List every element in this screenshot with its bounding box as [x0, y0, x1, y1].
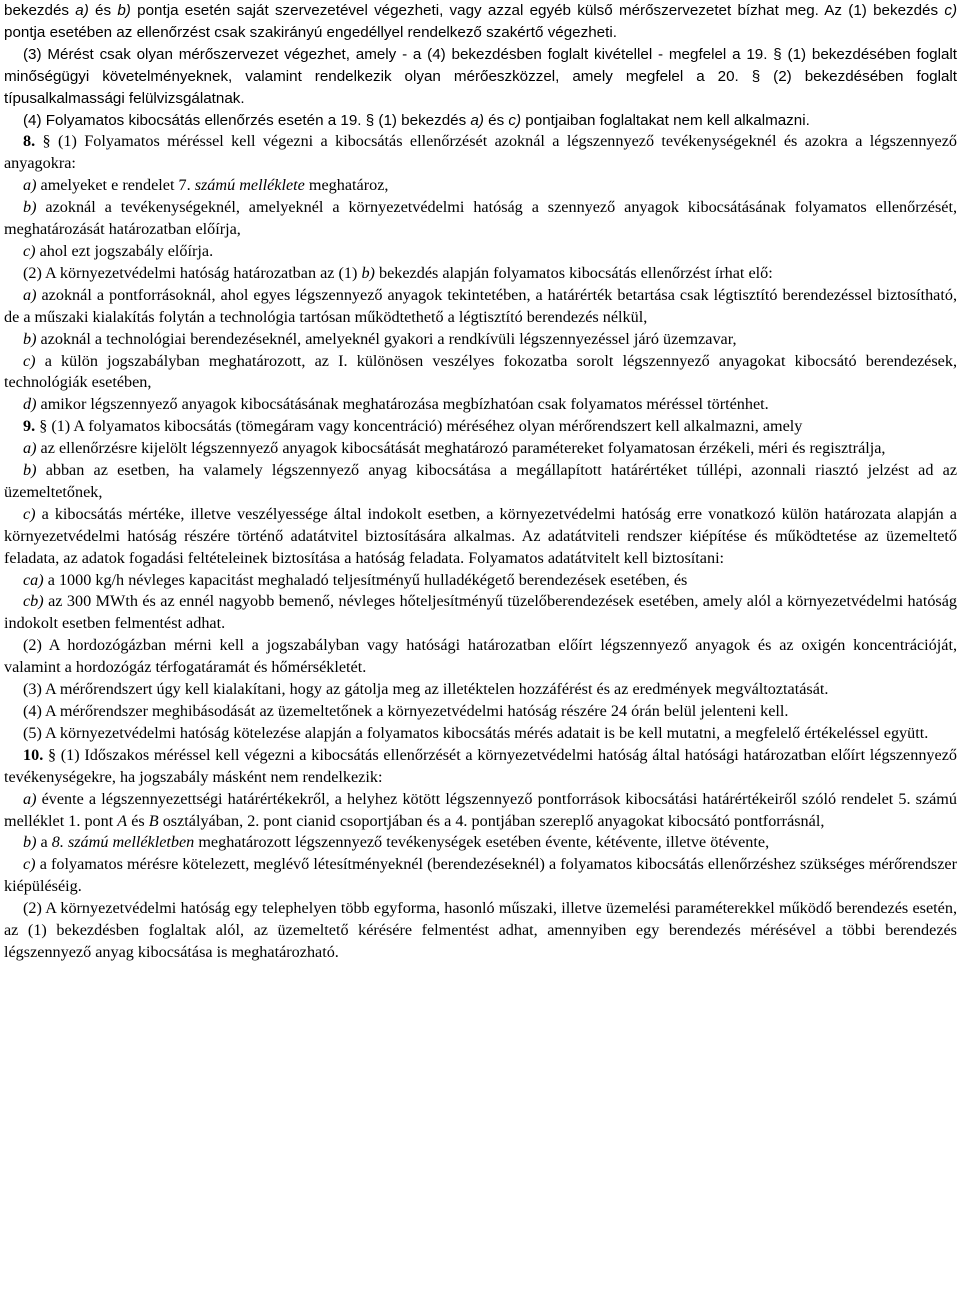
document-paragraph: [4, 789, 957, 833]
document-paragraph: [4, 679, 957, 701]
document-paragraph: [4, 635, 957, 679]
text-run: (2) A hordozógázban mérni kell a jogszabályban vagy hatósági határozatban előírt légszennyező anyagok és az oxigén koncentrációját, valamint a hordozógáz térfogatáramát és hőmérsékletét.: [4, 636, 957, 677]
section-number: 8.: [23, 132, 36, 151]
text-run: pontjaiban foglaltakat nem kell alkalmazni.: [521, 111, 810, 129]
document-paragraph: [4, 591, 957, 635]
italic-text: 8. számú mellékletben: [51, 833, 195, 852]
italic-text: a): [470, 111, 484, 129]
document-paragraph: [4, 44, 957, 110]
italic-text: b): [361, 263, 375, 282]
text-run: azoknál a pontforrásoknál, ahol egyes légszennyező anyagok tekintetében, a határérték betartása csak légtisztító berendezéssel biztosítható, de a műszaki kialakítás folytán a technológia tartósan működtethető a légtisztító berendezés nélkül,: [4, 285, 957, 326]
italic-text: d): [23, 395, 37, 414]
italic-text: b): [23, 329, 37, 348]
italic-text: A: [117, 811, 128, 830]
text-run: amikor légszennyező anyagok kibocsátásának meghatározása megbízhatóan csak folyamatos méréssel történhet.: [36, 395, 769, 414]
italic-text: c): [944, 2, 958, 19]
document-paragraph: [4, 438, 957, 460]
italic-text: b): [23, 461, 37, 480]
document-paragraph: [4, 175, 957, 197]
text-run: meghatároz,: [304, 176, 389, 195]
document-paragraph: [4, 416, 957, 438]
text-run: (5) A környezetvédelmi hatóság kötelezése alapján a folyamatos kibocsátás mérés adatait is be kell mutatni, a megfelelő értékeléssel együtt.: [23, 723, 929, 742]
text-run: pontja esetén saját szervezetével végezheti, vagy azzal egyéb külső mérőszervezetet bízhat meg. Az (1) bekezdés: [130, 2, 945, 19]
section-number: 10.: [23, 745, 44, 764]
document-paragraph: [4, 504, 957, 570]
document-paragraph: [4, 745, 957, 789]
italic-text: c): [23, 241, 36, 260]
text-run: és: [127, 811, 149, 830]
italic-text: a): [23, 176, 37, 195]
text-run: amelyeket e rendelet 7.: [36, 176, 195, 195]
text-run: (4) A mérőrendszer meghibásodását az üzemeltetőnek a környezetvédelmi hatóság részére 24 órán belül jelenteni kell.: [23, 702, 789, 720]
italic-text: b): [23, 833, 37, 852]
text-run: (2) A környezetvédelmi hatóság határozatban az (1): [23, 263, 362, 282]
document-paragraph: [4, 701, 957, 723]
italic-text: b): [117, 2, 131, 19]
italic-text: cb): [23, 592, 44, 611]
italic-text: c): [23, 855, 36, 874]
text-run: és: [88, 2, 118, 19]
text-run: az 300 MWth és az ennél nagyobb bemenő, névleges hőteljesítményű tüzelőberendezések esetében, amely alól a környezetvédelmi hatóság indokolt esetben felmentést adhat.: [4, 592, 957, 633]
italic-text: a): [23, 285, 37, 304]
document-paragraph: [4, 329, 957, 351]
text-run: § (1) Időszakos méréssel kell végezni a kibocsátás ellenőrzését a környezetvédelmi hatóság által hatósági határozatban előírt légszennyező tevékenységekre, ha jogszabály másként nem rendelkezik:: [4, 745, 957, 786]
document-paragraph: [4, 351, 957, 395]
text-run: § (1) Folyamatos méréssel kell végezni a kibocsátás ellenőrzését azoknál a légszennyező tevékenységeknél és azokra a légszennyező anyagokra:: [4, 132, 957, 173]
text-run: pontja esetében az ellenőrzést csak szakirányú engedéllyel rendelkező szakértő végezheti.: [4, 23, 617, 41]
text-run: abban az esetben, ha valamely légszennyező anyag kibocsátása a megállapított határértéket túllépi, azonnali riasztó jelzést ad az üzemeltetőnek,: [4, 461, 957, 501]
document-paragraph: [4, 570, 957, 592]
document-paragraph: [4, 0, 957, 44]
text-run: § (1) A folyamatos kibocsátás (tömegáram vagy koncentráció) méréséhez olyan mérőrendszert kell alkalmazni, amely: [35, 417, 803, 436]
text-run: ahol ezt jogszabály előírja.: [35, 241, 214, 260]
text-run: (3) Mérést csak olyan mérőszervezet végezhet, amely - a (4) bekezdésben foglalt kivétellel - megfelel a 19. § (1) bekezdésében foglalt minőségügyi követelményeknek, valamint rendelkezik olyan mérőeszközzel, amely megfelel a 20. § (2) bekezdésében foglalt típusalkalmassági felülvizsgálatnak.: [4, 45, 957, 107]
italic-text: ca): [23, 570, 44, 589]
document-paragraph: [4, 263, 957, 285]
text-run: (2) A környezetvédelmi hatóság egy telephelyen több egyforma, hasonló műszaki, illetve üzemelési paraméterekkel működő berendezés esetén, az (1) bekezdésben foglaltak alól, az üzemeltető kérésére felmentést adhat, amennyiben egy berendezés mérésével a többi berendezés légszennyező anyag kibocsátása is meghatározható.: [4, 899, 957, 961]
document-paragraph: [4, 394, 957, 416]
document-paragraph: [4, 898, 957, 964]
text-run: azoknál a tevékenységeknél, amelyeknél a környezetvédelmi hatóság a szennyező anyagok kibocsátásának folyamatos ellenőrzését, meghatározását határozatban előírja,: [4, 198, 957, 239]
document-paragraph: [4, 832, 957, 854]
italic-text: c): [23, 351, 36, 370]
italic-text: c): [23, 504, 36, 523]
text-run: az ellenőrzésre kijelölt légszennyező anyagok kibocsátását meghatározó paramétereket folyamatosan érzékeli, méri és regisztrálja,: [36, 439, 886, 458]
italic-text: b): [23, 198, 37, 217]
text-run: azoknál a technológiai berendezéseknél, amelyeknél gyakori a rendkívüli légszennyezéssel járó üzemzavar,: [36, 329, 737, 348]
text-run: évente a légszennyezettségi határértékekről, a helyhez kötött légszennyező pontforrások kibocsátási határértékeiről szóló rendelet 5. számú melléklet 1. pont: [4, 789, 957, 830]
text-run: a külön jogszabályban meghatározott, az I. különösen veszélyes fokozatba sorolt légszennyező anyagokat kibocsátó berendezések, technológiák esetében,: [4, 351, 957, 392]
text-run: (4) Folyamatos kibocsátás ellenőrzés esetén a 19. § (1) bekezdés: [23, 111, 471, 129]
document-paragraph: [4, 854, 957, 898]
section-number: 9.: [23, 417, 36, 436]
text-run: a: [36, 833, 52, 852]
text-run: bekezdés: [4, 2, 76, 19]
document-paragraph: [4, 110, 957, 132]
document-paragraph: [4, 285, 957, 329]
text-run: a folyamatos mérésre kötelezett, meglévő létesítményeknél (berendezéseknél) a folyamatos kibocsátás ellenőrzéshez szükséges mérőrendszer kiépüléséig.: [4, 855, 957, 896]
italic-text: a): [75, 2, 89, 19]
text-run: (3) A mérőrendszert úgy kell kialakítani, hogy az gátolja meg az illetéktelen hozzáférést és az eredmények megváltoztatását.: [23, 680, 829, 699]
document-paragraph: [4, 197, 957, 241]
text-run: a kibocsátás mértéke, illetve veszélyessége által indokolt esetben, a környezetvédelmi hatóság erre vonatkozó külön határozata alapján a környezetvédelmi hatóság részére történő adatátvitel biztosítására alkalmas. Az adatátviteli rendszer kiépítése és működtetése az üzemeltető feladata, az adatok fogadási feltételeinek biztosítása a hatóság feladata. Folyamatos adatátvitelt kell biztosítani:: [4, 504, 957, 567]
italic-text: B: [148, 811, 159, 830]
text-run: és: [483, 111, 509, 129]
document-paragraph: [4, 460, 957, 504]
italic-text: a): [23, 439, 37, 458]
italic-text: számú melléklete: [194, 176, 305, 195]
italic-text: c): [508, 111, 522, 129]
document-paragraph: [4, 723, 957, 745]
italic-text: a): [23, 789, 37, 808]
document-paragraph: [4, 131, 957, 175]
document-paragraph: [4, 241, 957, 263]
text-run: meghatározott légszennyező tevékenységek esetében évente, kétévente, illetve ötévente,: [194, 833, 770, 852]
text-run: osztályában, 2. pont cianid csoportjában és a 4. pontjában szereplő anyagokat kibocsátó pontforrásnál,: [158, 811, 825, 830]
text-run: bekezdés alapján folyamatos kibocsátás ellenőrzést írhat elő:: [374, 263, 773, 282]
text-run: a 1000 kg/h névleges kapacitást meghaladó teljesítményű hulladékégető berendezések esetében, és: [43, 570, 688, 589]
